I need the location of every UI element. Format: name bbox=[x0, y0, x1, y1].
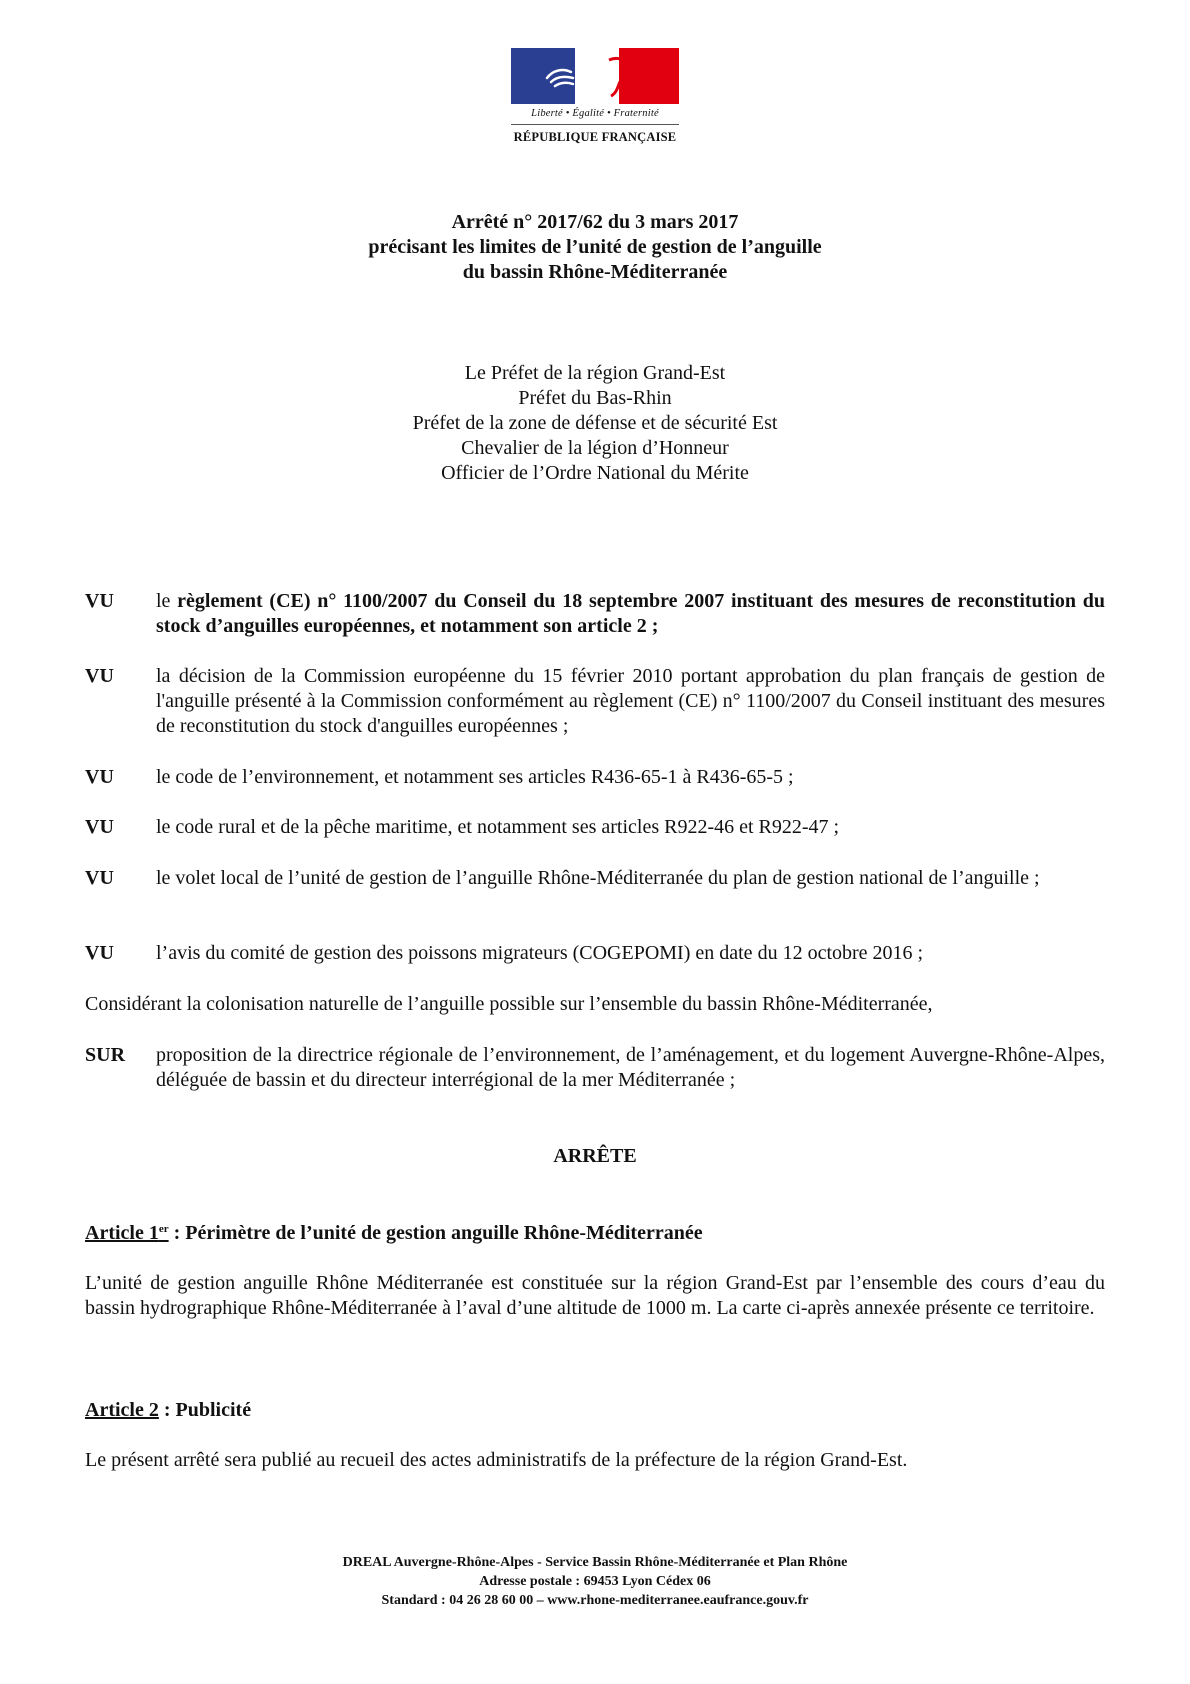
article-2-body: Le présent arrêté sera publié au recueil des actes administratifs de la préfecture de la région Grand-Est. bbox=[85, 1449, 908, 1471]
visa-keyword: VU bbox=[85, 867, 114, 889]
visa-item bbox=[85, 866, 1105, 891]
visa-keyword: VU bbox=[85, 665, 114, 687]
logo-motto: Liberté • Égalité • Fraternité bbox=[531, 108, 659, 119]
document-title bbox=[0, 210, 1190, 285]
prefet-line: Chevalier de la légion d’Honneur bbox=[461, 437, 729, 459]
prefet-line: Le Préfet de la région Grand-Est bbox=[464, 362, 726, 384]
visa-lead: le bbox=[156, 590, 178, 612]
visa-item bbox=[85, 941, 1105, 966]
page-footer bbox=[0, 1553, 1190, 1610]
marianne-flag-icon bbox=[511, 48, 679, 104]
article-superscript: er bbox=[158, 1223, 169, 1235]
visa-keyword: VU bbox=[85, 816, 114, 838]
visa-text: le code rural et de la pêche maritime, et notamment ses articles R922-46 et R922-47 ; bbox=[156, 816, 840, 838]
prefet-line: Préfet de la zone de défense et de sécurité Est bbox=[412, 412, 778, 434]
footer-line: Adresse postale : 69453 Lyon Cédex 06 bbox=[479, 1574, 711, 1589]
article-label: Article 2 bbox=[85, 1399, 159, 1421]
visa-text: la décision de la Commission européenne du 15 février 2010 portant approbation du plan français de gestion de l'anguille présenté à la Commission conformément au règlement (CE) n° 1100/2007 du Conseil instituant des mesures de reconstitution du stock d'anguilles européennes ; bbox=[156, 665, 1105, 737]
article-heading-text: : Publicité bbox=[158, 1399, 252, 1421]
logo-republic-label: RÉPUBLIQUE FRANÇAISE bbox=[513, 130, 677, 144]
logo-divider bbox=[511, 124, 679, 125]
prefet-line: Officier de l’Ordre National du Mérite bbox=[441, 462, 749, 484]
arrete-heading: ARRÊTE bbox=[553, 1145, 637, 1167]
visa-keyword: VU bbox=[85, 766, 114, 788]
title-line: précisant les limites de l’unité de gestion de l’anguille bbox=[368, 236, 822, 258]
article-heading-text: : Périmètre de l’unité de gestion anguille Rhône-Méditerranée bbox=[168, 1222, 703, 1244]
visa-text: le volet local de l’unité de gestion de l’anguille Rhône-Méditerranée du plan de gestion national de l’anguille ; bbox=[156, 867, 1040, 889]
visa-text: le code de l’environnement, et notamment ses articles R436-65-1 à R436-65-5 ; bbox=[156, 766, 794, 788]
article-label: Article 1er bbox=[85, 1222, 169, 1244]
article-1-body: L’unité de gestion anguille Rhône Méditerranée est constituée sur la région Grand-Est par l’ensemble des cours d’eau du bassin hydrographique Rhône-Méditerranée à l’aval d’une altitude de 1000 m. La carte ci-après annexée présente ce territoire. bbox=[85, 1272, 1105, 1319]
title-line: Arrêté n° 2017/62 du 3 mars 2017 bbox=[451, 211, 739, 233]
article-2-heading bbox=[85, 1398, 1105, 1423]
considerant-paragraph: Considérant la colonisation naturelle de l’anguille possible sur l’ensemble du bassin Rhône-Méditerranée, bbox=[85, 993, 933, 1015]
republique-francaise-logo bbox=[511, 48, 679, 148]
visa-bold-text: règlement (CE) n° 1100/2007 du Conseil du 18 septembre 2007 instituant des mesures de reconstitution du stock d’anguilles européennes, et notamment son article 2 ; bbox=[156, 590, 1105, 637]
footer-line: Standard : 04 26 28 60 00 – www.rhone-mediterranee.eaufrance.gouv.fr bbox=[381, 1593, 809, 1608]
visa-item bbox=[85, 589, 1105, 639]
prefet-titles bbox=[0, 361, 1190, 486]
visa-text: l’avis du comité de gestion des poissons migrateurs (COGEPOMI) en date du 12 octobre 2016 ; bbox=[156, 942, 924, 964]
visa-item bbox=[85, 664, 1105, 739]
visa-keyword: VU bbox=[85, 942, 114, 964]
sur-keyword: SUR bbox=[85, 1044, 126, 1066]
visa-keyword: VU bbox=[85, 590, 114, 612]
prefet-line: Préfet du Bas-Rhin bbox=[518, 387, 672, 409]
article-1-heading bbox=[85, 1221, 1105, 1246]
title-line: du bassin Rhône-Méditerranée bbox=[462, 261, 728, 283]
visa-item bbox=[85, 815, 1105, 840]
sur-item bbox=[85, 1043, 1105, 1093]
visa-item bbox=[85, 765, 1105, 790]
footer-line: DREAL Auvergne-Rhône-Alpes - Service Bassin Rhône-Méditerranée et Plan Rhône bbox=[342, 1555, 848, 1570]
sur-text: proposition de la directrice régionale de l’environnement, de l’aménagement, et du logement Auvergne-Rhône-Alpes, déléguée de bassin et du directeur interrégional de la mer Méditerranée ; bbox=[156, 1044, 1105, 1091]
